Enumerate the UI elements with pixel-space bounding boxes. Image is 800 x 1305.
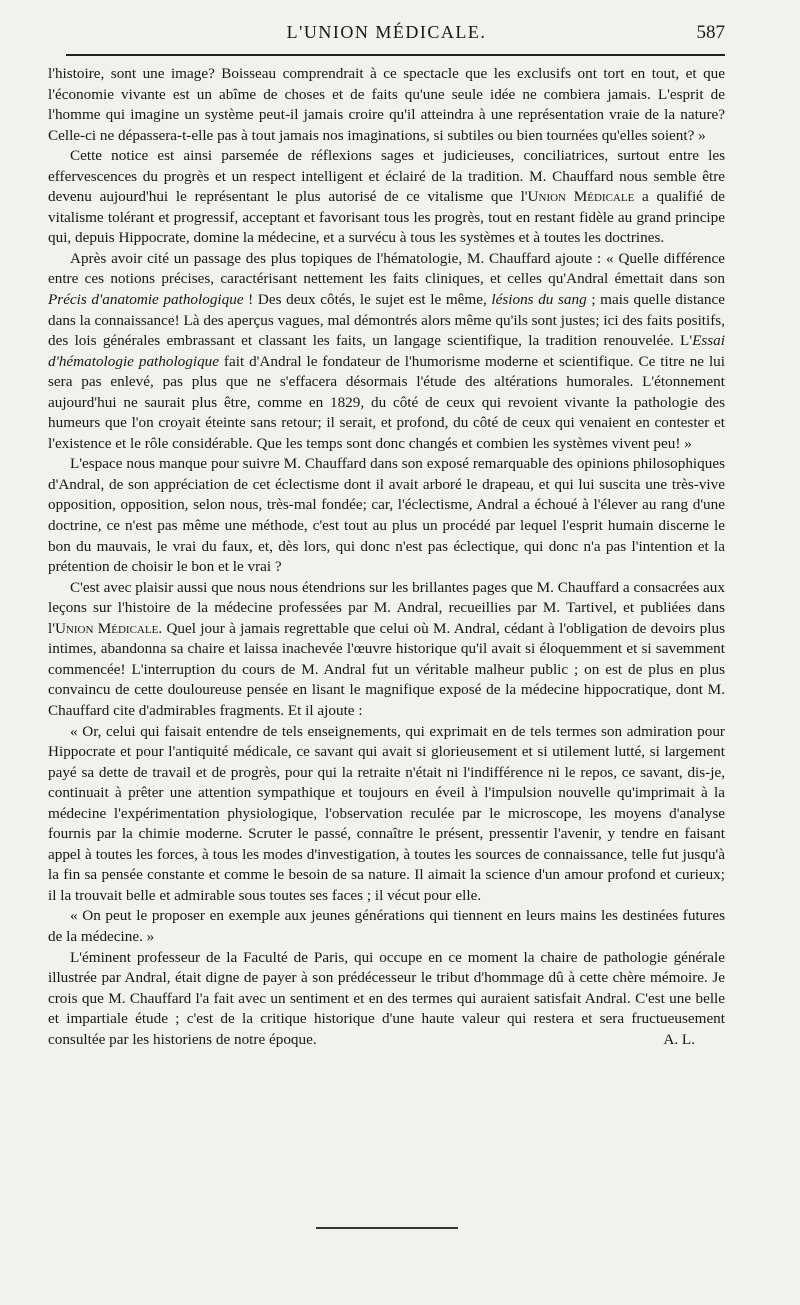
page-number: 587	[696, 22, 725, 43]
paragraph-notice	[48, 146, 725, 249]
signature: A. L.	[663, 1030, 695, 1048]
text-run: a qualifié de vitalisme tolérant et progressif, acceptant et favorisant tous les progrès, tout en restant fidèle au grand principe qui, depuis Hippocrate, domine la médecine, et a survécu à tous les systèmes et à toutes les doctrines.	[48, 188, 726, 247]
italic-text: lésions du sang	[491, 291, 587, 309]
text-run: C'est avec plaisir aussi que nous nous étendrions sur les brillantes pages que M. Chauffard a consacrées aux leçons sur l'histoire de la médecine professées par M. Andral, recueillies par M. Tartivel, et publiées dans l'	[48, 578, 725, 637]
text-run: l'histoire, sont une image? Boisseau comprendrait à ce spectacle que les exclusifs ont tort en tout, et que l'économie vivante est un abîme de choses et de faits qu'une seule idée ne combiera jamais. L'esprit de l'homme qui imagine un système peut-il jamais croire qu'il atteindra à une représentation vraie de la nature? Celle-ci ne dépassera-t-elle pas à tout jamais nos imaginations, si subtiles ou bien tournées qu'elles soient? »	[48, 65, 725, 144]
paragraph-hematologie	[48, 249, 725, 454]
text-run: « Or, celui qui faisait entendre de tels enseignements, qui exprimait en de tels termes son admiration pour Hippocrate et pour l'antiquité médicale, ce savant qui avait si glorieusement et si utilement lutté, si largement payé sa dette de travail et de progrès, pour qui la retraite n'était ni l'indifférence ni le repos, ce savant, dis-je, continuait à prêter une attention sympathique et toujours en éveil à l'impulsion nouvelle qu'imprimait à la médecine l'expérimentation physiologique, l'observation reculée par le microscope, les moyens d'analyse fournis par la chimie moderne. Scruter le passé, connaître le présent, pressentir l'avenir, y tendre en faisant appel à toutes les forces, à tous les modes d'investigation, à toutes les sources de connaissance, telle fut jusqu'à la fin sa pensée constante et comme le besoin de sa nature. Il aimait la science d'un amour profond et curieux; il la trouvait belle et admirable sous toutes ses faces ; il vécut pour elle.	[48, 722, 725, 904]
italic-text: Précis d'anatomie pathologique	[48, 291, 244, 309]
text-run: ; mais quelle distance dans la connaissance! Là des aperçus vagues, mal démontrés alors même qu'ils sont justes; ici des faits positifs, des lois générales embrassant et classant les faits, un langage scientifique, la tradition renouvelée. L'	[48, 291, 725, 350]
text-run: Après avoir cité un passage des plus topiques de l'hématologie, M. Chauffard ajoute : « Quelle différence entre ces notions précises, caractérisant nettement les faits cliniques, et celles qu'Andral émettait dans son	[48, 249, 725, 288]
paragraph-quote-andral	[48, 722, 725, 907]
journal-name: Union Médicale	[54, 619, 159, 637]
header-rule	[66, 54, 725, 56]
text-run: ! Des deux côtés, le sujet est le même,	[243, 291, 492, 309]
text-run: Cette notice est ainsi parsemée de réflexions sages et judicieuses, conciliatrices, surtout entre les effervescences du progrès et un respect intelligent et éclairé de la tradition. M. Chauffard nous semble être devenu aujourd'hui le représentant le plus autorisé de ce vitalisme que l'	[48, 147, 725, 206]
paragraph-eclectisme	[48, 454, 725, 577]
running-title: L'UNION MÉDICALE.	[286, 22, 487, 42]
paragraph-histoire	[48, 578, 725, 722]
article-body	[48, 64, 725, 1050]
text-run: fait d'Andral le fondateur de l'humorisme moderne et scientifique. Ce titre ne lui sera pas enlevé, pas plus que ne s'effacera désormais l'étude des altérations humorales. L'étonnement aujourd'hui ne saurait plus être, comme en 1829, du côté de ceux qui revoient vivante la pathologie des humeurs que l'on croyait éteinte sans retour; il serait, et profond, du côté de ceux qui venaient en contester et l'existence et le rôle considérable. Que les temps sont donc changés et combien les systèmes vivent peu! »	[48, 352, 725, 452]
text-run: « On peut le proposer en exemple aux jeunes générations qui tiennent en leurs mains les destinées futures de la médecine. »	[48, 907, 725, 945]
text-run: . Quel jour à jamais regrettable que celui où M. Andral, cédant à l'obligation de devoirs plus intimes, abandonna sa chaire et laissa inachevée l'œuvre historique qu'il avait si éloquemment et si savemment commencée! L'interruption du cours de M. Andral fut un véritable malheur public ; on est de plus en plus convaincu de cette douloureuse pensée en lisant le magnifique exposé de la médecine hippocratique, dont M. Chauffard cite d'admirables fragments. Et il ajoute :	[48, 619, 725, 719]
paragraph-continuation	[48, 64, 725, 146]
end-rule	[316, 1227, 458, 1229]
text-run: L'espace nous manque pour suivre M. Chauffard dans son exposé remarquable des opinions philosophiques d'Andral, de son appréciation de cet éclectisme dont il avait arboré le drapeau, et qui lui suscita une très-vive opposition, opposition, selon nous, très-mal fondée; car, l'éclectisme, Andral a échoué à l'élever au rang d'une doctrine, ce n'est pas même une méthode, c'est tout au plus un procédé par lequel l'esprit humain discerne le bon du mauvais, le vrai du faux, et, dès lors, qui donc n'est pas éclectique, qui donc n'a pas l'intention et la prétention de choisir le bon et le vrai ?	[48, 455, 725, 576]
journal-name: Union Médicale	[527, 188, 635, 206]
italic-text: Essai d'hématologie pathologique	[48, 332, 725, 370]
page-header	[48, 18, 725, 52]
paragraph-conclusion	[48, 948, 725, 1051]
page	[48, 18, 726, 1048]
text-run: L'éminent professeur de la Faculté de Paris, qui occupe en ce moment la chaire de pathologie générale illustrée par Andral, était digne de payer à son prédécesseur le tribut d'hommage dû à cette chère mémoire. Je crois que M. Chauffard l'a fait avec un sentiment et en des termes qui auraient satisfait Andral. C'est une belle et impartiale étude ; c'est de la critique historique d'une haute valeur qui restera et sera fructueusement consultée par les historiens de notre époque.	[48, 948, 725, 1048]
paragraph-quote-exemple	[48, 906, 725, 947]
